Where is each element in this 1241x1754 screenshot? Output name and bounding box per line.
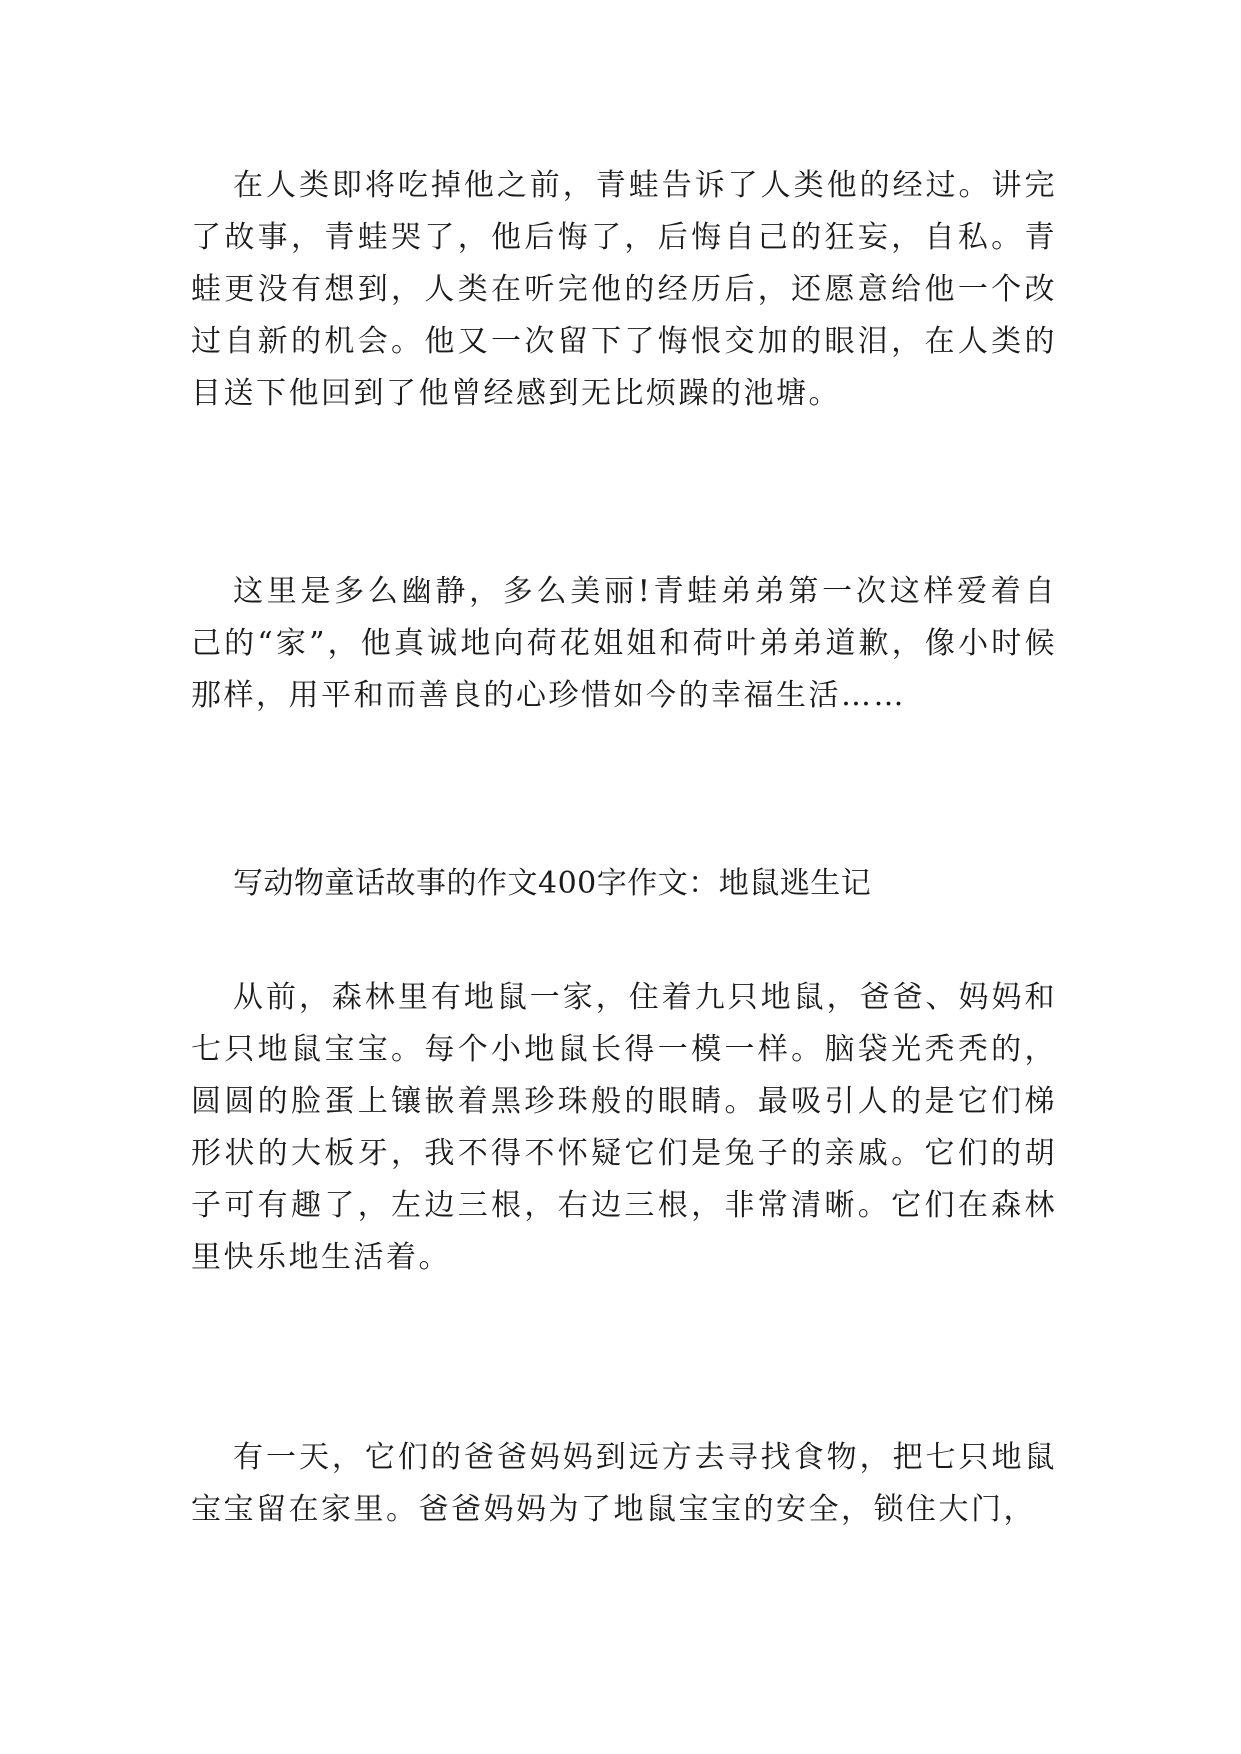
paragraph-parents-leave: 有一天，它们的爸爸妈妈到远方去寻找食物，把七只地鼠宝宝留在家里。爸爸妈妈为了地鼠宝宝的安全，锁住大门， bbox=[191, 1440, 1057, 1527]
essay-title: 写动物童话故事的作文400字作文：地鼠逃生记 bbox=[233, 866, 872, 901]
paragraph-frog-home: 这里是多么幽静，多么美丽!青蛙弟弟第一次这样爱着自己的“家”，他真诚地向荷花姐姐和荷叶弟弟道歉，像小时候那样，用平和而善良的心珍惜如今的幸福生活…… bbox=[191, 574, 1057, 713]
paragraph-frog-regret: 在人类即将吃掉他之前，青蛙告诉了人类他的经过。讲完了故事，青蛙哭了，他后悔了，后悔自己的狂妄，自私。青蛙更没有想到，人类在听完他的经历后，还愿意给他一个改过自新的机会。他又一次留下了悔恨交加的眼泪，在人类的目送下他回到了他曾经感到无比烦躁的池塘。 bbox=[191, 168, 1057, 411]
paragraph-gopher-family: 从前，森林里有地鼠一家，住着九只地鼠，爸爸、妈妈和七只地鼠宝宝。每个小地鼠长得一模一样。脑袋光秃秃的，圆圆的脸蛋上镶嵌着黑珍珠般的眼睛。最吸引人的是它们梯形状的大板牙，我不得不怀疑它们是兔子的亲戚。它们的胡子可有趣了，左边三根，右边三根，非常清晰。它们在森林里快乐地生活着。 bbox=[191, 980, 1057, 1275]
